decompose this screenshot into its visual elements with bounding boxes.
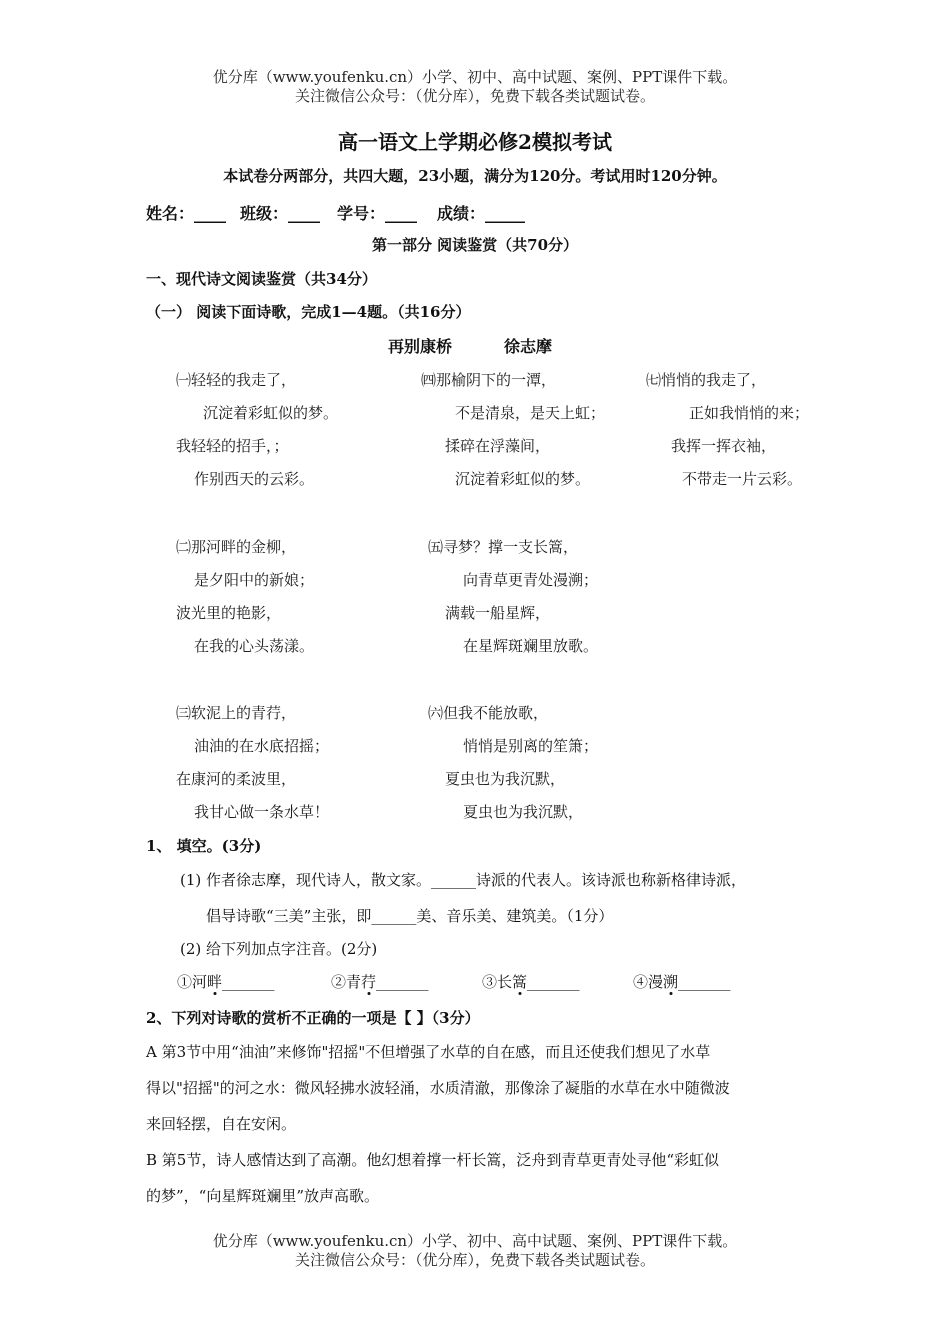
stanza-6-line-1: ㈥但我不能放歌，: [428, 704, 549, 722]
q2-option-a-line2: 得以"招摇"的河之水：微风轻拂水波轻涌，水质清澈，那像涂了凝脂的水草在水中随微波: [146, 1079, 730, 1097]
stanza-7-line-1: ㈦悄悄的我走了，: [646, 371, 767, 389]
field-name: 姓名：____: [146, 204, 227, 223]
q2-heading: 2、下列对诗歌的赏析不正确的一项是【 】（3分）: [146, 1009, 480, 1027]
stanza-1-line-1: ㈠轻轻的我走了，: [176, 371, 297, 389]
field-student-id: 学号：____: [337, 204, 418, 223]
q1-item2: (2) 给下列加点字注音。(2分): [180, 940, 378, 958]
stanza-3-line-4: 我甘心做一条水草！: [194, 803, 330, 821]
stanza-5-line-1: ㈤寻梦？撑一支长篙，: [428, 538, 579, 556]
stanza-3-line-3: 在康河的柔波里，: [176, 770, 297, 788]
stanza-4-line-1: ㈣那榆阴下的一潭，: [421, 371, 557, 389]
stanza-7-line-4: 不带走一片云彩。: [682, 470, 803, 488]
header-line-2: 关注微信公众号：（优分库），免费下载各类试题试卷。: [294, 87, 655, 105]
section1-heading: 一、现代诗文阅读鉴赏（共34分）: [146, 270, 377, 288]
header-line-1: 优分库（www.youfenku.cn）小学、初中、高中试题、案例、PPT课件下载。: [212, 68, 738, 86]
pinyin-item-4: ④漫溯_______: [633, 973, 731, 991]
poem-title: 再别康桥: [388, 337, 453, 356]
subsection1-heading: （一） 阅读下面诗歌，完成1—4题。（共16分）: [146, 303, 471, 321]
stanza-3-line-2: 油油的在水底招摇；: [194, 737, 330, 755]
stanza-4-line-2: 不是清泉，是天上虹；: [455, 404, 606, 422]
stanza-3-line-1: ㈢软泥上的青荇，: [176, 704, 297, 722]
pinyin-item-3: ③长篙_______: [482, 973, 580, 991]
pinyin-item-1: ①河畔_______: [177, 973, 275, 991]
stanza-1-line-3: 我轻轻的招手，；: [176, 437, 289, 455]
part1-heading: 第一部分 阅读鉴赏（共70分）: [371, 236, 579, 254]
stanza-5-line-3: 满载一船星辉，: [445, 604, 551, 622]
field-score: 成绩：_____: [437, 204, 526, 223]
stanza-6-line-4: 夏虫也为我沉默，: [463, 803, 584, 821]
stanza-6-line-3: 夏虫也为我沉默，: [445, 770, 566, 788]
stanza-2-line-2: 是夕阳中的新娘；: [194, 571, 315, 589]
poem-author: 徐志摩: [504, 337, 553, 356]
stanza-5-line-4: 在星辉斑斓里放歌。: [463, 637, 599, 655]
exam-title: 高一语文上学期必修2模拟考试: [338, 130, 612, 154]
stanza-2-line-1: ㈡那河畔的金柳，: [176, 538, 297, 556]
stanza-1-line-2: 沉淀着彩虹似的梦。: [203, 404, 339, 422]
stanza-2-line-3: 波光里的艳影，: [176, 604, 282, 622]
q2-option-b-line1: B 第5节，诗人感情达到了高潮。他幻想着撑一杆长篙，泛舟到青草更青处寻他“彩虹似: [146, 1151, 720, 1169]
stanza-2-line-4: 在我的心头荡漾。: [194, 637, 315, 655]
q1-item1-line1: (1) 作者徐志摩，现代诗人，散文家。______诗派的代表人。该诗派也称新格律诗派，: [180, 871, 747, 889]
q2-option-a-line1: A 第3节中用“油油”来修饰"招摇"不但增强了水草的自在感，而且还使我们想见了水草: [146, 1043, 711, 1061]
q1-heading: 1、 填空。(3分): [146, 837, 262, 855]
stanza-1-line-4: 作别西天的云彩。: [194, 470, 315, 488]
field-class: 班级：____: [240, 204, 321, 223]
q1-item1-line2: 倡导诗歌“三美”主张，即______美、音乐美、建筑美。（1分）: [206, 907, 614, 925]
q2-option-b-line2: 的梦”，“向星辉斑斓里”放声高歌。: [146, 1187, 380, 1205]
footer-line-2: 关注微信公众号：（优分库），免费下载各类试题试卷。: [294, 1251, 655, 1269]
stanza-4-line-4: 沉淀着彩虹似的梦。: [455, 470, 591, 488]
stanza-5-line-2: 向青草更青处漫溯；: [463, 571, 599, 589]
q2-option-a-line3: 来回轻摆，自在安闲。: [146, 1115, 297, 1133]
exam-info: 本试卷分两部分，共四大题，23小题，满分为120分。考试用时120分钟。: [223, 167, 727, 185]
stanza-7-line-2: 正如我悄悄的来；: [689, 404, 810, 422]
stanza-4-line-3: 揉碎在浮藻间，: [445, 437, 551, 455]
stanza-6-line-2: 悄悄是别离的笙箫；: [463, 737, 599, 755]
pinyin-item-2: ②青荇_______: [331, 973, 429, 991]
footer-line-1: 优分库（www.youfenku.cn）小学、初中、高中试题、案例、PPT课件下载。: [212, 1232, 738, 1250]
stanza-7-line-3: 我挥一挥衣袖，: [671, 437, 777, 455]
